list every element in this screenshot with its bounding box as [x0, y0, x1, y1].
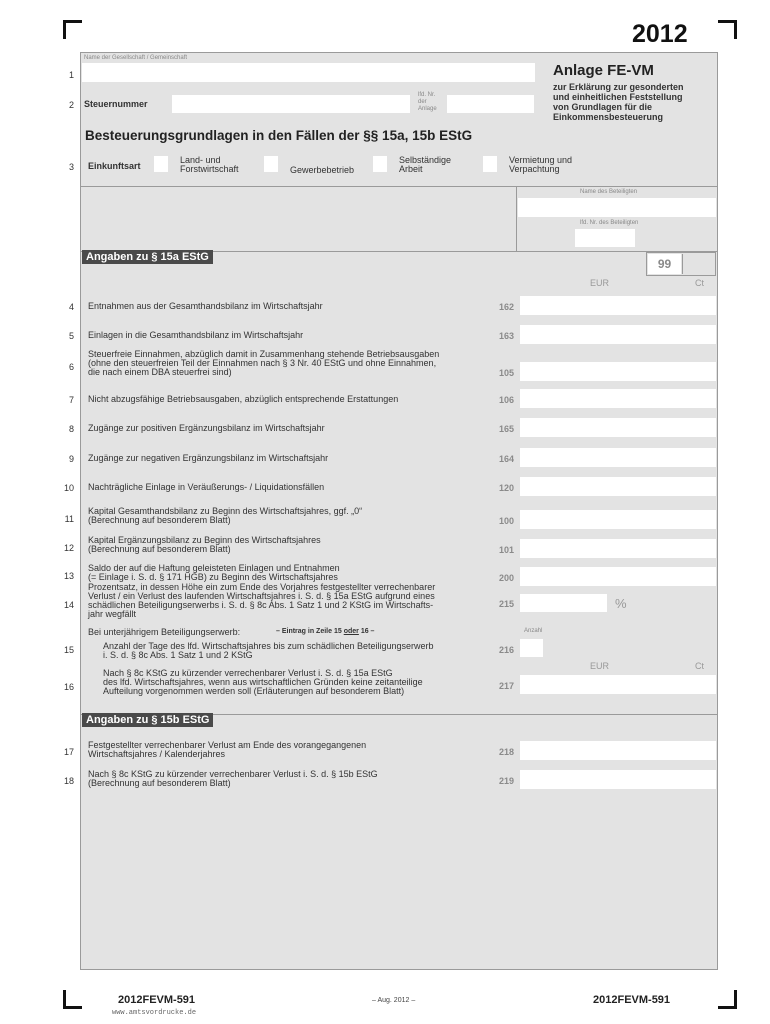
tax-number-input[interactable] [172, 95, 410, 113]
participant-name-label: Name des Beteiligten [580, 189, 638, 195]
amount-input[interactable] [520, 675, 716, 694]
row-18-text: Nach § 8c KStG zu kürzender verrechenbarer Verlust i. S. d. § 15b EStG (Berechnung auf besonderem Blatt) [88, 769, 378, 788]
amount-input[interactable] [520, 325, 716, 344]
line-number: 4 [68, 302, 74, 312]
line-number: 17 [63, 747, 74, 757]
amount-input[interactable] [520, 362, 716, 381]
line-number: 12 [63, 543, 74, 553]
field-code: 219 [498, 776, 514, 786]
sub-note: – Eintrag in Zeile 15 oder 16 – [276, 628, 375, 635]
field-code: 101 [498, 545, 514, 555]
option-rental: Vermietung und Verpachtung [509, 155, 573, 174]
checkbox-self-employed[interactable] [373, 156, 387, 172]
ct-label: Ct [695, 661, 704, 671]
field-code: 218 [498, 747, 514, 757]
line-number: 13 [63, 571, 74, 581]
crop-mark-top-right [718, 20, 737, 39]
company-name-input[interactable] [82, 63, 535, 82]
form-title: Anlage FE-VM [553, 62, 654, 79]
line-number: 1 [68, 70, 74, 80]
crop-mark-top-left [63, 20, 82, 39]
line-number: 14 [63, 600, 74, 610]
amount-input[interactable] [520, 539, 716, 558]
row-text: Einlagen in die Gesamthandsbilanz im Wirtschaftsjahr [88, 330, 304, 340]
field-code: 165 [498, 424, 514, 434]
line-number: 11 [64, 514, 74, 524]
crop-mark-bottom-left [63, 990, 82, 1009]
row-text: Kapital Gesamthandsbilanz zu Beginn des Wirtschaftsjahres, ggf. „0“ (Berechnung auf besonderem Blatt) [88, 506, 363, 525]
row-text: Nachträgliche Einlage in Veräußerungs- / Liquidationsfällen [88, 482, 325, 492]
field-code: 162 [498, 302, 514, 312]
footer-date: – Aug. 2012 – [372, 997, 416, 1004]
line-number: 18 [63, 776, 74, 786]
line-number: 8 [68, 424, 74, 434]
field-code: 217 [498, 681, 514, 691]
field-code: 215 [498, 599, 514, 609]
amount-input[interactable] [520, 296, 716, 315]
participant-number-input[interactable] [575, 229, 635, 247]
field-code: 100 [498, 516, 514, 526]
footer-form-code-right: 2012FEVM-591 [593, 994, 671, 1006]
field-code: 120 [498, 483, 514, 493]
form-year: 2012 [632, 20, 688, 48]
annex-number-input[interactable] [447, 95, 534, 113]
field-code: 216 [498, 645, 514, 655]
amount-input[interactable] [520, 477, 716, 496]
eur-label: EUR [590, 278, 610, 288]
line-number: 5 [68, 331, 74, 341]
row-text: Kapital Ergänzungsbilanz zu Beginn des Wirtschaftsjahres (Berechnung auf besonderem Blatt) [88, 535, 321, 554]
row-text: Saldo der auf die Haftung geleisteten Einlagen und Entnahmen (= Einlage i. S. d. § 171 HGB) zu Beginn des Wirtschaftsjahres [88, 563, 340, 582]
amount-input[interactable] [520, 770, 716, 789]
field-code: 164 [498, 454, 514, 464]
row-14-text: Prozentsatz, in dessen Höhe ein zum Ende des Vorjahres festgestellter verrechenbarer Verlust / ein Verlust des laufenden Wirtschaftsjahres i. S. d. § 15a EStG aufgrund eines schädlichen Beteiligungserwerbs i. S. d. § 8c Abs. 1 Satz 1 und 2 KStG im Wirtschafts- jahr wegfällt [88, 582, 436, 619]
line-number: 3 [68, 162, 74, 172]
line-number: 10 [63, 483, 74, 493]
footer-form-code-left: 2012FEVM-591 [118, 994, 196, 1006]
line-number: 16 [63, 682, 74, 692]
row-text: Steuerfreie Einnahmen, abzüglich damit in Zusammenhang stehende Betriebsausgaben (ohne den steuerfreien Teil der Einnahmen nach § 3 Nr. 40 EStG und ohne Einnahmen, die nach einem DBA steuerfrei sind) [88, 349, 440, 377]
line-number: 9 [68, 454, 74, 464]
option-self-employed: Selbständige Arbeit [399, 155, 452, 174]
line-number: 7 [68, 395, 74, 405]
row-text: Entnahmen aus der Gesamthandsbilanz im Wirtschaftsjahr [88, 301, 323, 311]
checkbox-agriculture[interactable] [154, 156, 168, 172]
amount-input[interactable] [520, 448, 716, 467]
amount-input[interactable] [520, 741, 716, 760]
section-15a-title: Angaben zu § 15a EStG [82, 250, 213, 264]
days-input[interactable] [520, 639, 543, 657]
code-99: 99 [648, 254, 681, 274]
divider [80, 186, 718, 187]
row-17-text: Festgestellter verrechenbarer Verlust am Ende des vorangegangenen Wirtschaftsjahres / Kalenderjahres [88, 740, 367, 759]
section-15b-title: Angaben zu § 15b EStG [82, 713, 213, 727]
line-number: 2 [68, 100, 74, 110]
option-agriculture: Land- und Forstwirtschaft [180, 155, 239, 174]
row-16-text: Nach § 8c KStG zu kürzender verrechenbarer Verlust i. S. d. § 15a EStG des lfd. Wirtschaftsjahres, wenn aus wirtschaftlichen Gründen keine zeitanteilige Aufteilung vorgenommen werden soll (Erläuterungen auf besonderem Blatt) [103, 668, 423, 696]
lfd-nr-label: lfd. Nr. der Anlage [418, 92, 437, 112]
amount-input[interactable] [520, 389, 716, 408]
line-number: 6 [68, 362, 74, 372]
field-code: 106 [498, 395, 514, 405]
row-text: Nicht abzugsfähige Betriebsausgaben, abzüglich entsprechende Erstattungen [88, 394, 399, 404]
count-label: Anzahl [524, 628, 543, 634]
divider [682, 254, 683, 274]
participant-name-input[interactable] [518, 198, 716, 217]
form-subtitle: zur Erklärung zur gesonderten und einheitlichen Feststellung von Grundlagen für die Einkommensbesteuerung [553, 82, 684, 122]
field-code: 163 [498, 331, 514, 341]
line-number: 15 [63, 645, 74, 655]
amount-input[interactable] [520, 418, 716, 437]
main-heading: Besteuerungsgrundlagen in den Fällen der §§ 15a, 15b EStG [85, 128, 473, 143]
crop-mark-bottom-right [718, 990, 737, 1009]
row-text: Zugänge zur negativen Ergänzungsbilanz im Wirtschaftsjahr [88, 453, 329, 463]
amount-input[interactable] [520, 510, 716, 529]
row-text: Zugänge zur positiven Ergänzungsbilanz im Wirtschaftsjahr [88, 423, 325, 433]
divider [516, 186, 517, 251]
row-15-text: Anzahl der Tage des lfd. Wirtschaftsjahres bis zum schädlichen Beteiligungserwerb i. S. d. § 8c Abs. 1 Satz 1 und 2 KStG [103, 641, 434, 660]
company-name-label: Name der Gesellschaft / Gemeinschaft [84, 55, 188, 61]
field-code: 105 [498, 368, 514, 378]
income-type-label: Einkunftsart [88, 161, 141, 171]
footer-website: www.amtsvordrucke.de [112, 1009, 197, 1017]
sub-heading: Bei unterjährigem Beteiligungserwerb: [88, 627, 241, 637]
participant-number-label: lfd. Nr. des Beteiligten [580, 220, 639, 226]
tax-number-label: Steuernummer [84, 99, 148, 109]
percent-sign: % [615, 596, 627, 611]
option-business: Gewerbebetrieb [290, 165, 355, 175]
ct-label: Ct [695, 278, 704, 288]
amount-input[interactable] [520, 567, 716, 586]
field-code: 200 [498, 573, 514, 583]
percent-input[interactable] [520, 594, 607, 612]
checkbox-business[interactable] [264, 156, 278, 172]
eur-label: EUR [590, 661, 610, 671]
checkbox-rental[interactable] [483, 156, 497, 172]
